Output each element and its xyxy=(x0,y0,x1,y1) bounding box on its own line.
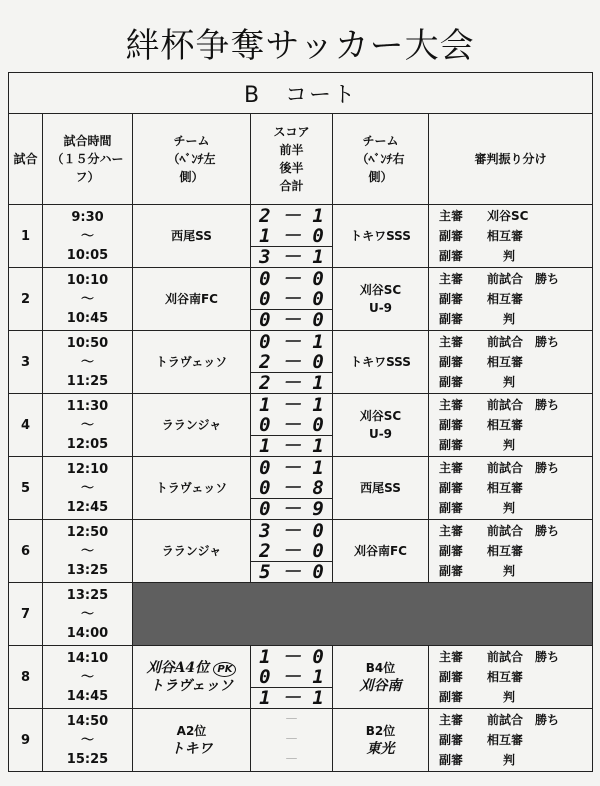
start-time: 14:10 xyxy=(66,650,109,666)
sub-assignee-judge: 判 xyxy=(503,375,516,389)
match-time xyxy=(43,268,133,331)
sub-assignee: 相互審 xyxy=(487,670,524,684)
court-header-row xyxy=(9,73,593,114)
main-assignee: 前試合 勝ち xyxy=(487,272,560,286)
match-row xyxy=(9,520,593,583)
score-first-half: 3 － 0 xyxy=(259,519,324,542)
role-sub: 副審 xyxy=(439,229,464,243)
score-second-half: － xyxy=(284,732,299,748)
score-first-half: 2 － 1 xyxy=(259,204,324,227)
sub-assignee-judge: 判 xyxy=(503,249,516,263)
team-right: 刈谷南FC xyxy=(333,520,429,583)
score-cell xyxy=(251,646,333,709)
score-first-half: 0 － 0 xyxy=(259,267,324,290)
match-number: 3 xyxy=(9,331,43,394)
match-row xyxy=(9,268,593,331)
score-second-half: 2 － 0 xyxy=(259,539,324,562)
score-cell xyxy=(251,268,333,331)
col-time-l1: 試合時間 xyxy=(63,134,112,148)
role-main: 主審 xyxy=(439,650,464,664)
sub-assignee: 相互審 xyxy=(487,544,524,558)
role-main: 主審 xyxy=(439,398,464,412)
role-main: 主審 xyxy=(439,272,464,286)
role-sub: 副審 xyxy=(439,690,464,704)
referee-assignment xyxy=(429,520,593,583)
score-second-half: 2 － 0 xyxy=(259,350,324,373)
referee-assignment xyxy=(429,205,593,268)
score-first-half: 1 － 0 xyxy=(259,645,324,668)
pk-mark: PK xyxy=(213,662,236,677)
main-assignee: 前試合 勝ち xyxy=(487,398,560,412)
score-cell xyxy=(251,709,333,772)
col-time-l2: （１５分ハー xyxy=(51,152,124,166)
sub-assignee-judge: 判 xyxy=(503,690,516,704)
score-total: 0 － 9 xyxy=(251,498,332,519)
start-time: 9:30 xyxy=(71,209,104,225)
match-row xyxy=(9,583,593,646)
start-time: 14:50 xyxy=(66,713,109,729)
team-left xyxy=(133,709,251,772)
team-left-seed-label: 刈谷A4位 xyxy=(146,660,210,676)
main-assignee: 前試合 勝ち xyxy=(487,713,560,727)
col-teamR-l1: チーム xyxy=(362,134,399,148)
start-time: 11:30 xyxy=(66,398,109,414)
sub-assignee: 相互審 xyxy=(487,229,524,243)
team-right xyxy=(333,709,429,772)
team-right: トキワSSS xyxy=(333,331,429,394)
match-row xyxy=(9,709,593,772)
col-score xyxy=(251,114,333,205)
team-left: ラランジャ xyxy=(133,394,251,457)
score-total: 0 － 0 xyxy=(251,309,332,330)
col-score-l2: 前半 xyxy=(279,143,304,157)
match-time xyxy=(43,205,133,268)
tilde: ～ xyxy=(80,543,94,559)
team-left-seed-label: A2位 xyxy=(176,724,207,738)
match-number: 5 xyxy=(9,457,43,520)
tilde: ～ xyxy=(80,354,94,370)
match-row xyxy=(9,457,593,520)
role-main: 主審 xyxy=(439,713,464,727)
role-sub: 副審 xyxy=(439,438,464,452)
score-second-half: 1 － 0 xyxy=(259,224,324,247)
end-time: 13:25 xyxy=(66,562,109,578)
sub-assignee: 相互審 xyxy=(487,733,524,747)
role-sub: 副審 xyxy=(439,375,464,389)
role-sub: 副審 xyxy=(439,355,464,369)
team-left: トラヴェッソ xyxy=(133,331,251,394)
score-second-half: 0 － 0 xyxy=(259,287,324,310)
team-right-line2: U-9 xyxy=(368,427,393,441)
role-sub: 副審 xyxy=(439,292,464,306)
col-score-l1: スコア xyxy=(273,125,310,139)
end-time: 14:00 xyxy=(66,625,109,641)
col-referee: 審判振り分け xyxy=(429,114,593,205)
col-score-l3: 後半 xyxy=(279,161,304,175)
main-assignee: 前試合 勝ち xyxy=(487,461,560,475)
score-cell xyxy=(251,205,333,268)
sub-assignee: 相互審 xyxy=(487,418,524,432)
score-second-half: 0 － 8 xyxy=(259,476,324,499)
sub-assignee-judge: 判 xyxy=(503,501,516,515)
court-label: B コート xyxy=(9,73,593,114)
col-match: 試合 xyxy=(9,114,43,205)
team-left xyxy=(133,646,251,709)
team-right: トキワSSS xyxy=(333,205,429,268)
sub-assignee-judge: 判 xyxy=(503,312,516,326)
role-sub: 副審 xyxy=(439,564,464,578)
match-time xyxy=(43,394,133,457)
team-right: 西尾SS xyxy=(333,457,429,520)
team-left-seed xyxy=(133,659,250,677)
main-assignee: 前試合 勝ち xyxy=(487,650,560,664)
tilde: ～ xyxy=(80,732,94,748)
schedule-table xyxy=(8,72,593,772)
score-first-half: － xyxy=(284,712,299,728)
team-left-name: トキワ xyxy=(170,741,213,757)
start-time: 13:25 xyxy=(66,587,109,603)
match-row xyxy=(9,205,593,268)
tilde: ～ xyxy=(80,480,94,496)
sub-assignee: 相互審 xyxy=(487,481,524,495)
col-team-right xyxy=(333,114,429,205)
match-number: 9 xyxy=(9,709,43,772)
match-number: 4 xyxy=(9,394,43,457)
match-number: 2 xyxy=(9,268,43,331)
end-time: 10:45 xyxy=(66,310,109,326)
role-main: 主審 xyxy=(439,209,464,223)
score-second-half: 0 － 0 xyxy=(259,413,324,436)
match-number: 7 xyxy=(9,583,43,646)
match-number: 6 xyxy=(9,520,43,583)
team-right xyxy=(333,394,429,457)
score-cell xyxy=(251,457,333,520)
match-row xyxy=(9,331,593,394)
sub-assignee-judge: 判 xyxy=(503,438,516,452)
score-cell xyxy=(251,520,333,583)
team-left-seed xyxy=(133,722,250,740)
end-time: 11:25 xyxy=(66,373,109,389)
match-number: 8 xyxy=(9,646,43,709)
main-assignee: 刈谷SC xyxy=(487,209,529,223)
end-time: 12:05 xyxy=(66,436,109,452)
col-time-l3: フ） xyxy=(75,170,100,184)
team-right-line2: 東光 xyxy=(366,741,395,757)
col-teamR-l3: 側） xyxy=(368,170,393,184)
match-time xyxy=(43,331,133,394)
team-right-line1: B2位 xyxy=(365,724,396,738)
start-time: 10:50 xyxy=(66,335,109,351)
role-sub: 副審 xyxy=(439,753,464,767)
team-right-line2: 刈谷南 xyxy=(359,678,402,694)
referee-assignment xyxy=(429,394,593,457)
end-time: 15:25 xyxy=(66,751,109,767)
match-time xyxy=(43,457,133,520)
score-total: 3 － 1 xyxy=(251,246,332,267)
role-sub: 副審 xyxy=(439,501,464,515)
score-total: 2 － 1 xyxy=(251,372,332,393)
role-sub: 副審 xyxy=(439,481,464,495)
end-time: 14:45 xyxy=(66,688,109,704)
end-time: 10:05 xyxy=(66,247,109,263)
team-right-line1: 刈谷SC xyxy=(359,283,402,297)
team-left-name: トラヴェッソ xyxy=(149,678,234,694)
score-cell xyxy=(251,331,333,394)
match-row xyxy=(9,646,593,709)
team-right-line1: B4位 xyxy=(365,661,396,675)
referee-assignment xyxy=(429,268,593,331)
referee-assignment xyxy=(429,331,593,394)
column-header-row xyxy=(9,114,593,205)
end-time: 12:45 xyxy=(66,499,109,515)
blank-slot xyxy=(133,583,593,646)
team-left: トラヴェッソ xyxy=(133,457,251,520)
match-time xyxy=(43,646,133,709)
referee-assignment xyxy=(429,709,593,772)
col-teamL-l2: （ﾍﾞﾝﾁ左 xyxy=(167,152,216,166)
main-assignee: 前試合 勝ち xyxy=(487,335,560,349)
role-sub: 副審 xyxy=(439,544,464,558)
role-sub: 副審 xyxy=(439,418,464,432)
score-total: － xyxy=(284,752,299,768)
score-cell xyxy=(251,394,333,457)
main-assignee: 前試合 勝ち xyxy=(487,524,560,538)
score-first-half: 0 － 1 xyxy=(259,456,324,479)
score-first-half: 1 － 1 xyxy=(259,393,324,416)
start-time: 12:10 xyxy=(66,461,109,477)
role-main: 主審 xyxy=(439,524,464,538)
sub-assignee: 相互審 xyxy=(487,292,524,306)
col-team-left xyxy=(133,114,251,205)
match-time xyxy=(43,709,133,772)
team-left: ラランジャ xyxy=(133,520,251,583)
sub-assignee: 相互審 xyxy=(487,355,524,369)
score-second-half: 0 － 1 xyxy=(259,665,324,688)
role-main: 主審 xyxy=(439,461,464,475)
tilde: ～ xyxy=(80,669,94,685)
start-time: 12:50 xyxy=(66,524,109,540)
match-time xyxy=(43,520,133,583)
score-total: 1 － 1 xyxy=(251,687,332,708)
score-total: 5 － 0 xyxy=(251,561,332,582)
referee-assignment xyxy=(429,646,593,709)
match-number: 1 xyxy=(9,205,43,268)
sub-assignee-judge: 判 xyxy=(503,753,516,767)
role-sub: 副審 xyxy=(439,312,464,326)
role-main: 主審 xyxy=(439,335,464,349)
team-right xyxy=(333,268,429,331)
tilde: ～ xyxy=(80,417,94,433)
start-time: 10:10 xyxy=(66,272,109,288)
role-sub: 副審 xyxy=(439,670,464,684)
tilde: ～ xyxy=(80,228,94,244)
team-right-line2: U-9 xyxy=(368,301,393,315)
match-time xyxy=(43,583,133,646)
tilde: ～ xyxy=(80,606,94,622)
score-first-half: 0 － 1 xyxy=(259,330,324,353)
tilde: ～ xyxy=(80,291,94,307)
col-teamL-l1: チーム xyxy=(173,134,210,148)
col-teamR-l2: （ﾍﾞﾝﾁ右 xyxy=(356,152,405,166)
score-total: 1 － 1 xyxy=(251,435,332,456)
team-right xyxy=(333,646,429,709)
sub-assignee-judge: 判 xyxy=(503,564,516,578)
role-sub: 副審 xyxy=(439,733,464,747)
col-teamL-l3: 側） xyxy=(179,170,204,184)
team-left: 西尾SS xyxy=(133,205,251,268)
team-left: 刈谷南FC xyxy=(133,268,251,331)
team-right-line1: 刈谷SC xyxy=(359,409,402,423)
col-score-l4: 合計 xyxy=(279,179,304,193)
match-row xyxy=(9,394,593,457)
role-sub: 副審 xyxy=(439,249,464,263)
referee-assignment xyxy=(429,457,593,520)
col-time xyxy=(43,114,133,205)
page-title: 絆杯争奪サッカー大会 xyxy=(125,26,475,66)
